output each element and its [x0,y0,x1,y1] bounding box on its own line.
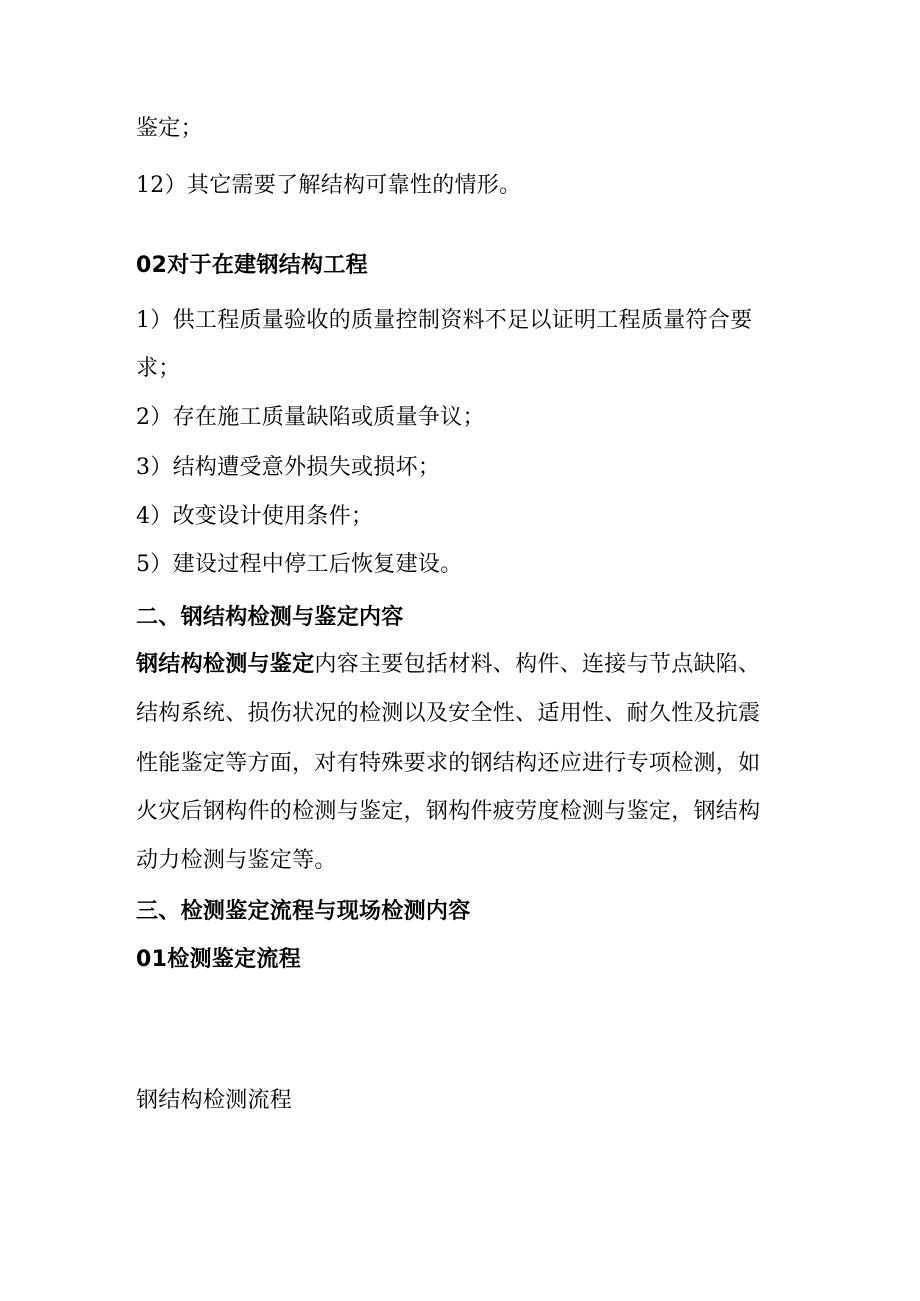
paragraph-line [136,650,796,680]
list-item-5: 5）建设过程中停工后恢复建设。 [136,552,463,577]
section-heading-3: 三、检测鉴定流程与现场检测内容 [136,899,471,924]
list-item-4: 4）改变设计使用条件； [136,504,374,529]
subheading-01: 01检测鉴定流程 [136,947,302,972]
section-heading-2: 二、钢结构检测与鉴定内容 [136,605,404,630]
list-item-3: 3）结构遭受意外损失或损坏； [136,455,441,480]
paragraph-line: 鉴定； [136,116,203,141]
list-item-1: 1）供工程质量验收的质量控制资料不足以证明工程质量符合要 [136,308,753,333]
list-item-2: 2）存在施工质量缺陷或质量争议； [136,405,485,430]
subheading-02: 02对于在建钢结构工程 [136,253,368,278]
list-item-12: 12）其它需要了解结构可靠性的情形。 [136,173,522,198]
paragraph-line: 火灾后钢构件的检测与鉴定，钢构件疲劳度检测与鉴定，钢结构 [136,799,761,824]
paragraph-line: 动力检测与鉴定等。 [136,848,337,873]
figure-caption: 钢结构检测流程 [136,1088,293,1113]
paragraph-line: 结构系统、损伤状况的检测以及安全性、适用性、耐久性及抗震 [136,701,761,726]
inline-bold-term: 钢结构检测与鉴定 [136,652,315,677]
paragraph-text: 内容主要包括材料、构件、连接与节点缺陷、 [314,652,761,677]
paragraph-line: 性能鉴定等方面，对有特殊要求的钢结构还应进行专项检测，如 [136,751,761,776]
list-item-1-continued: 求； [136,356,181,381]
